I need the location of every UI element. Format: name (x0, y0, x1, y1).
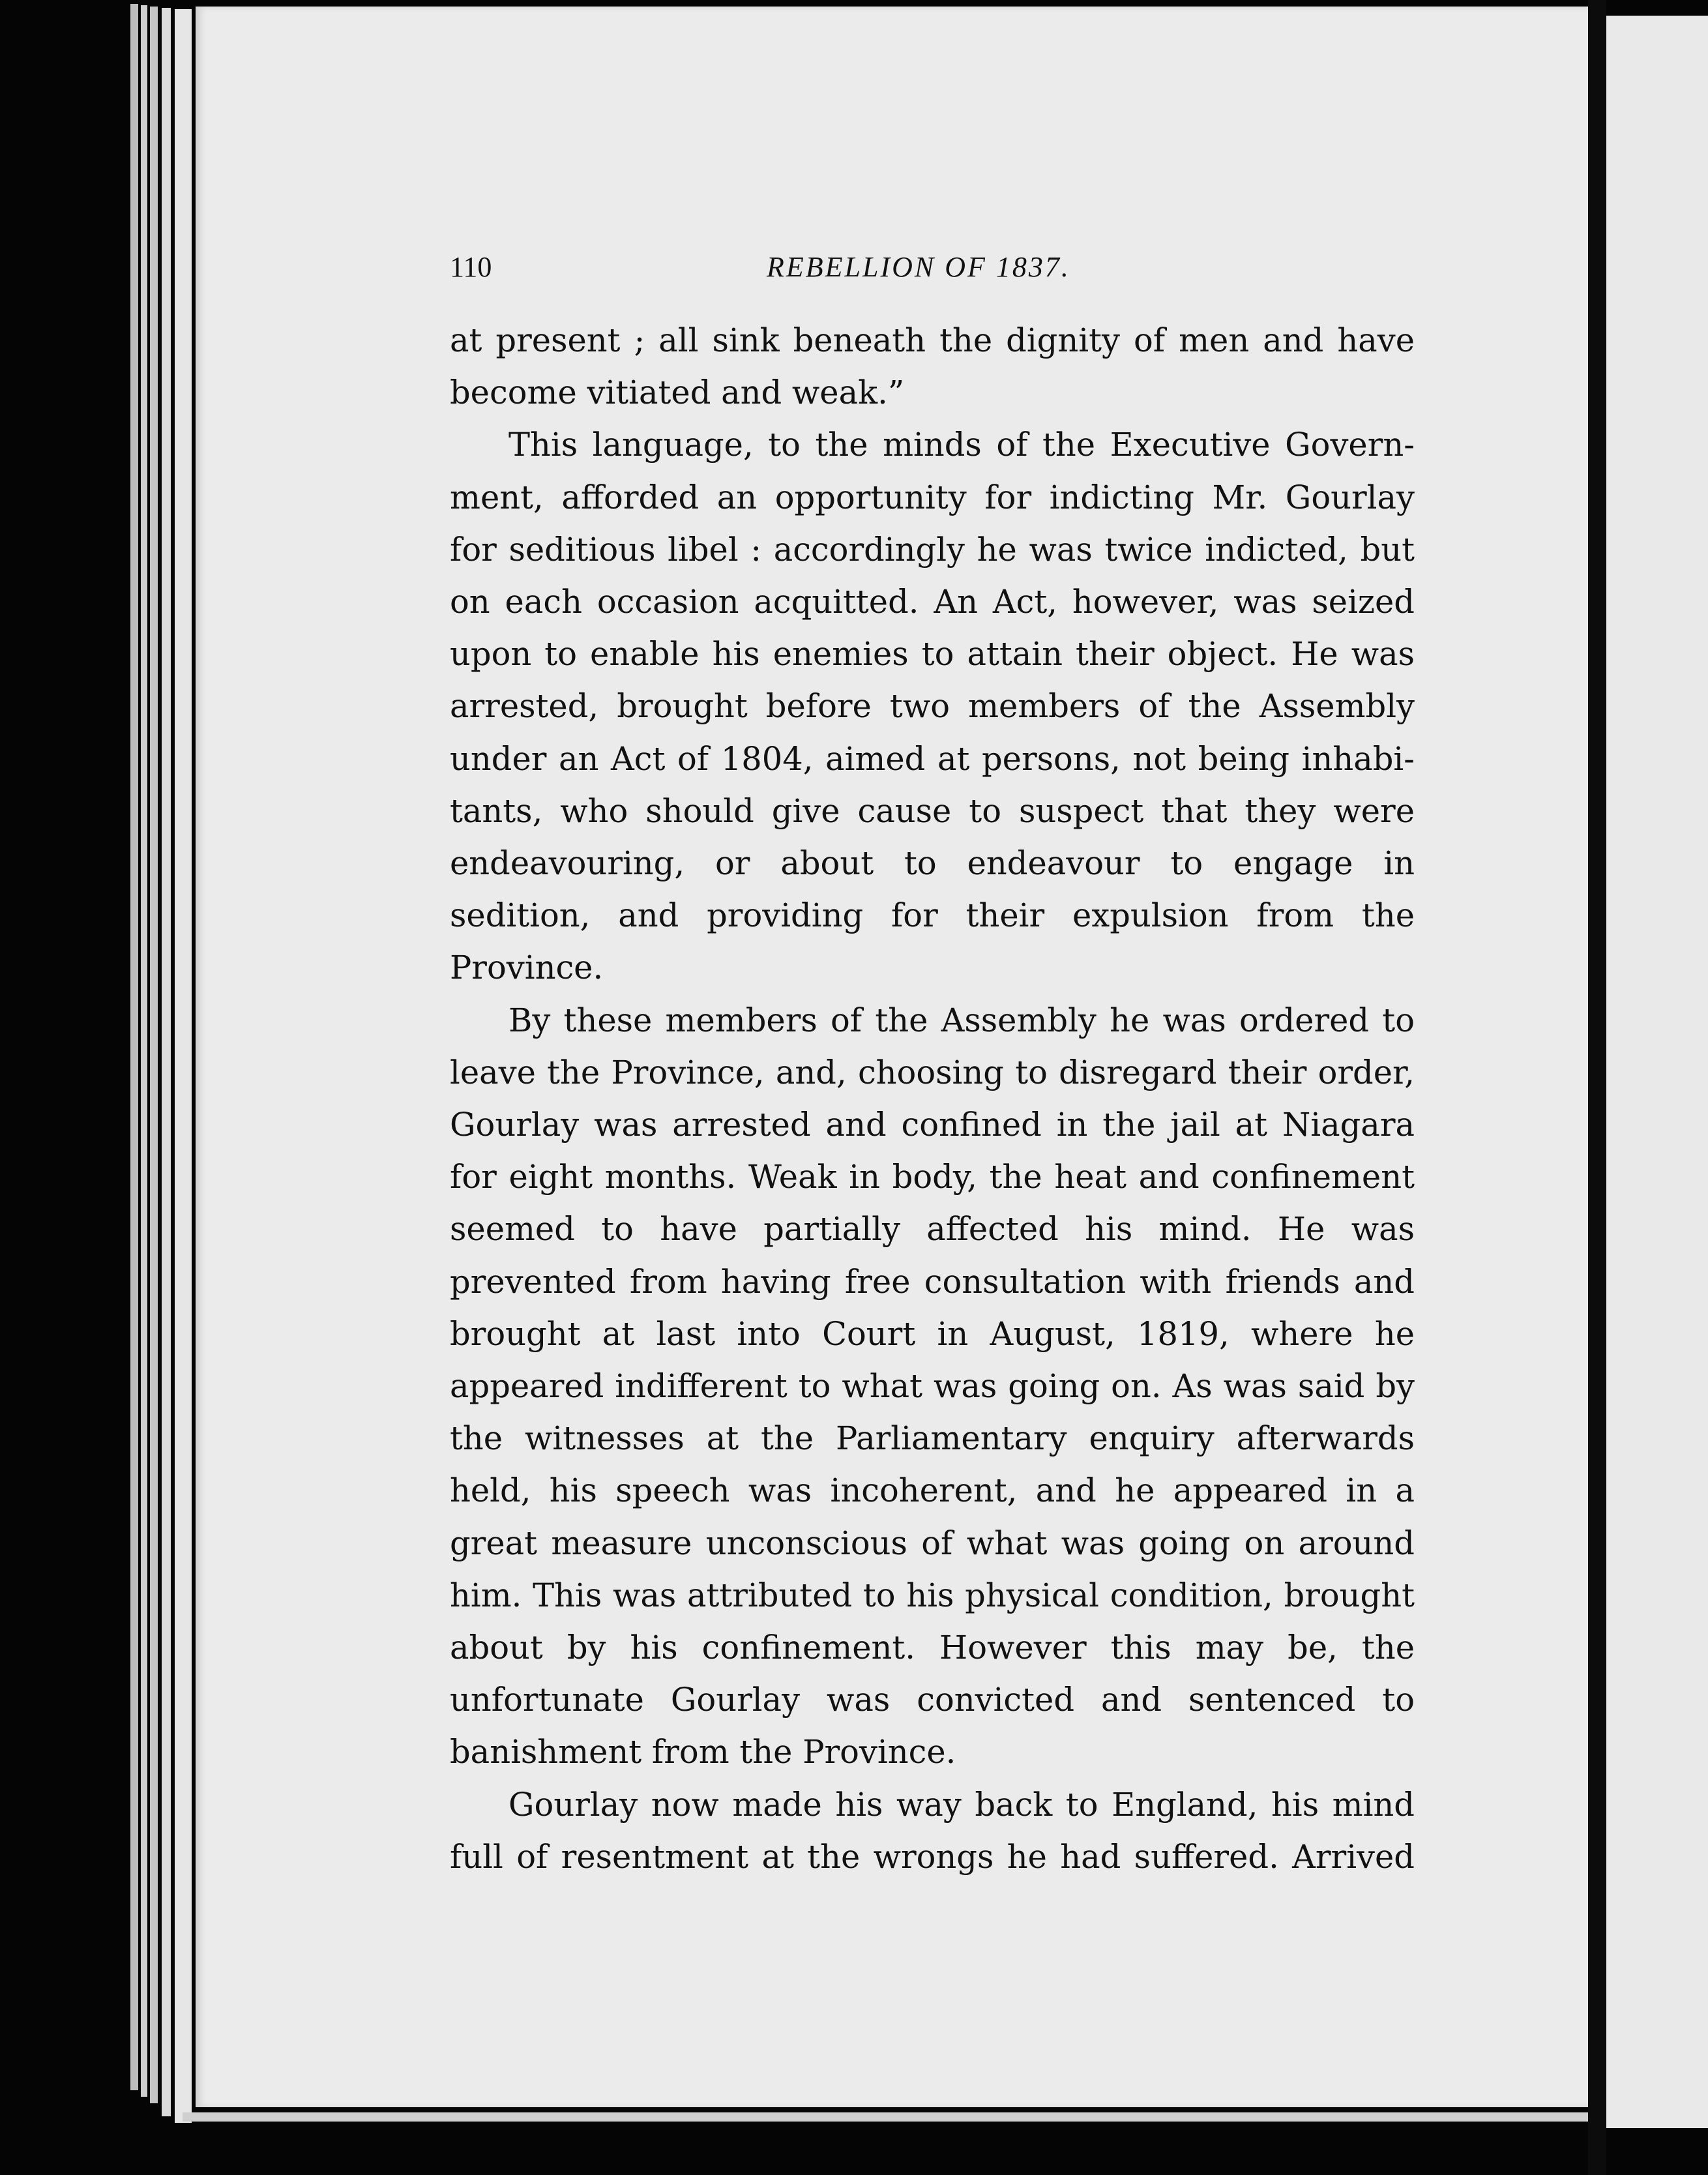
page-edge (150, 7, 158, 2103)
paragraph: Gourlay now made his way back to England, his mind full of resentment at the wrongs he had suffered. Arrived (450, 1785, 1415, 1876)
page-edge (130, 4, 138, 2090)
book-gutter (1588, 0, 1606, 2175)
facing-page-edge (1606, 16, 1708, 2128)
page-bottom-edge (183, 2112, 1591, 2122)
paragraph: This language, to the minds of the Executive Govern- ment, afforded an opportunity for indicting Mr. Gourlay for seditious libel : accordingly he was twice indicted, but on each occasion acquitted. An Act, however, was seized upon to enable his enemies to attain their object. He was arrested, brought before two members of the Assembly under an Act of 1804, aimed at persons, not being inhabi- tants, who should give cause to suspect that they were endeavouring, or about to endeavour to engage in sedition, and providing for their expulsion from the Province. (450, 426, 1415, 987)
running-title: REBELLION OF 1837. (767, 251, 1070, 283)
page-edge (162, 8, 171, 2116)
page-number: 110 (450, 251, 492, 283)
body-text (450, 314, 1415, 1883)
page-edge (141, 5, 147, 2097)
page-edge (175, 9, 192, 2123)
running-header (450, 250, 1415, 296)
paragraph: By these members of the Assembly he was ordered to leave the Province, and, choosing to disregard their order, Gourlay was arrested and confined in the jail at Niagara for eight months. Weak in body, the heat and confinement seemed to have partially affected his mind. He was prevented from having free consultation with friends and brought at last into Court in August, 1819, where he appeared indifferent to what was going on. As was said by the witnesses at the Parliamentary enquiry afterwards held, his speech was incoherent, and he appeared in a great measure unconscious of what was going on around him. This was attributed to his physical condition, brought about by his confinement. However this may be, the unfortunate Gourlay was convicted and sentenced to banishment from the Province. (450, 1001, 1415, 1771)
paragraph: at present ; all sink beneath the dignity of men and have become vitiated and weak.” (450, 321, 1415, 412)
